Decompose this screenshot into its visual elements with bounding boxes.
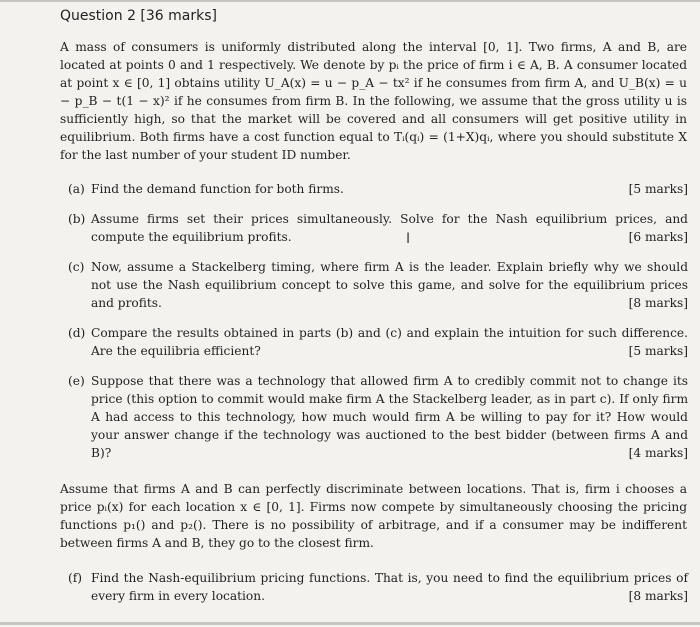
- part-marks: [6 marks]: [628, 230, 688, 244]
- part-text: Now, assume a Stackelberg timing, where firm A is the leader. Explain briefly why we should not use the Nash equilibrium concept to solve this game, and solve for the equilibrium prices and profits.: [91, 260, 688, 310]
- part-marks: [5 marks]: [628, 182, 688, 196]
- part-label: (c): [68, 260, 85, 274]
- part-b: [68, 210, 688, 246]
- question-intro: A mass of consumers is uniformly distributed along the interval [0, 1]. Two firms, A and B, are located at points 0 and 1 respectively. We denote by pᵢ the price of firm i ∈ A, B. A consumer located at point x ∈ [0, 1] obtains utility U_A(x) = u − p_A − tx² if he consumes from firm A, and U_B(x) = u − p_B − t(1 − x)² if he consumes from firm B. In the following, we assume that the gross utility u is sufficiently high, so that the market will be covered and all consumers will get positive utility in equilibrium. Both firms have a cost function equal to Tᵢ(qᵢ) = (1+X)qᵢ, where you should substitute X for the last number of your student ID number.: [60, 40, 687, 162]
- part-d: [68, 324, 688, 360]
- part-e: [68, 372, 688, 462]
- part-label: (b): [68, 212, 86, 226]
- part-f: [68, 569, 688, 605]
- part-text: Compare the results obtained in parts (b) and (c) and explain the intuition for such difference. Are the equilibria efficient?: [91, 326, 688, 358]
- part-c: [68, 258, 688, 312]
- discrimination-paragraph: Assume that firms A and B can perfectly discriminate between locations. That is, firm i chooses a price pᵢ(x) for each location x ∈ [0, 1]. Firms now compete by simultaneously choosing the pricing functions p₁() and p₂(). There is no possibility of arbitrage, and if a consumer may be indifferent between firms A and B, they go to the closest firm.: [60, 482, 687, 550]
- top-divider: [0, 0, 700, 2]
- question-heading: Question 2 [36 marks]: [60, 8, 217, 24]
- part-label: (e): [68, 374, 85, 388]
- part-a: [68, 180, 688, 198]
- part-marks: [8 marks]: [628, 296, 688, 310]
- part-label: (f): [68, 571, 83, 585]
- part-marks: [5 marks]: [628, 344, 688, 358]
- part-marks: [8 marks]: [628, 589, 688, 603]
- part-label: (a): [68, 182, 85, 196]
- part-text: Assume firms set their prices simultaneously. Solve for the Nash equilibrium prices, and compute the equilibrium profits.: [91, 212, 688, 244]
- text-cursor-icon: I: [406, 231, 411, 247]
- part-text: Suppose that there was a technology that allowed firm A to credibly commit not to change its price (this option to commit would make firm A the Stackelberg leader, as in part c). If only firm A had access to this technology, how much would firm A be willing to pay for it? How would your answer change if the technology was auctioned to the best bidder (between firms A and B)?: [91, 374, 688, 460]
- part-text: Find the demand function for both firms.: [91, 182, 344, 196]
- bottom-divider: [0, 622, 700, 625]
- part-label: (d): [68, 326, 86, 340]
- part-text: Find the Nash-equilibrium pricing functions. That is, you need to find the equilibrium prices of every firm in every location.: [91, 571, 688, 603]
- part-marks: [4 marks]: [628, 446, 688, 460]
